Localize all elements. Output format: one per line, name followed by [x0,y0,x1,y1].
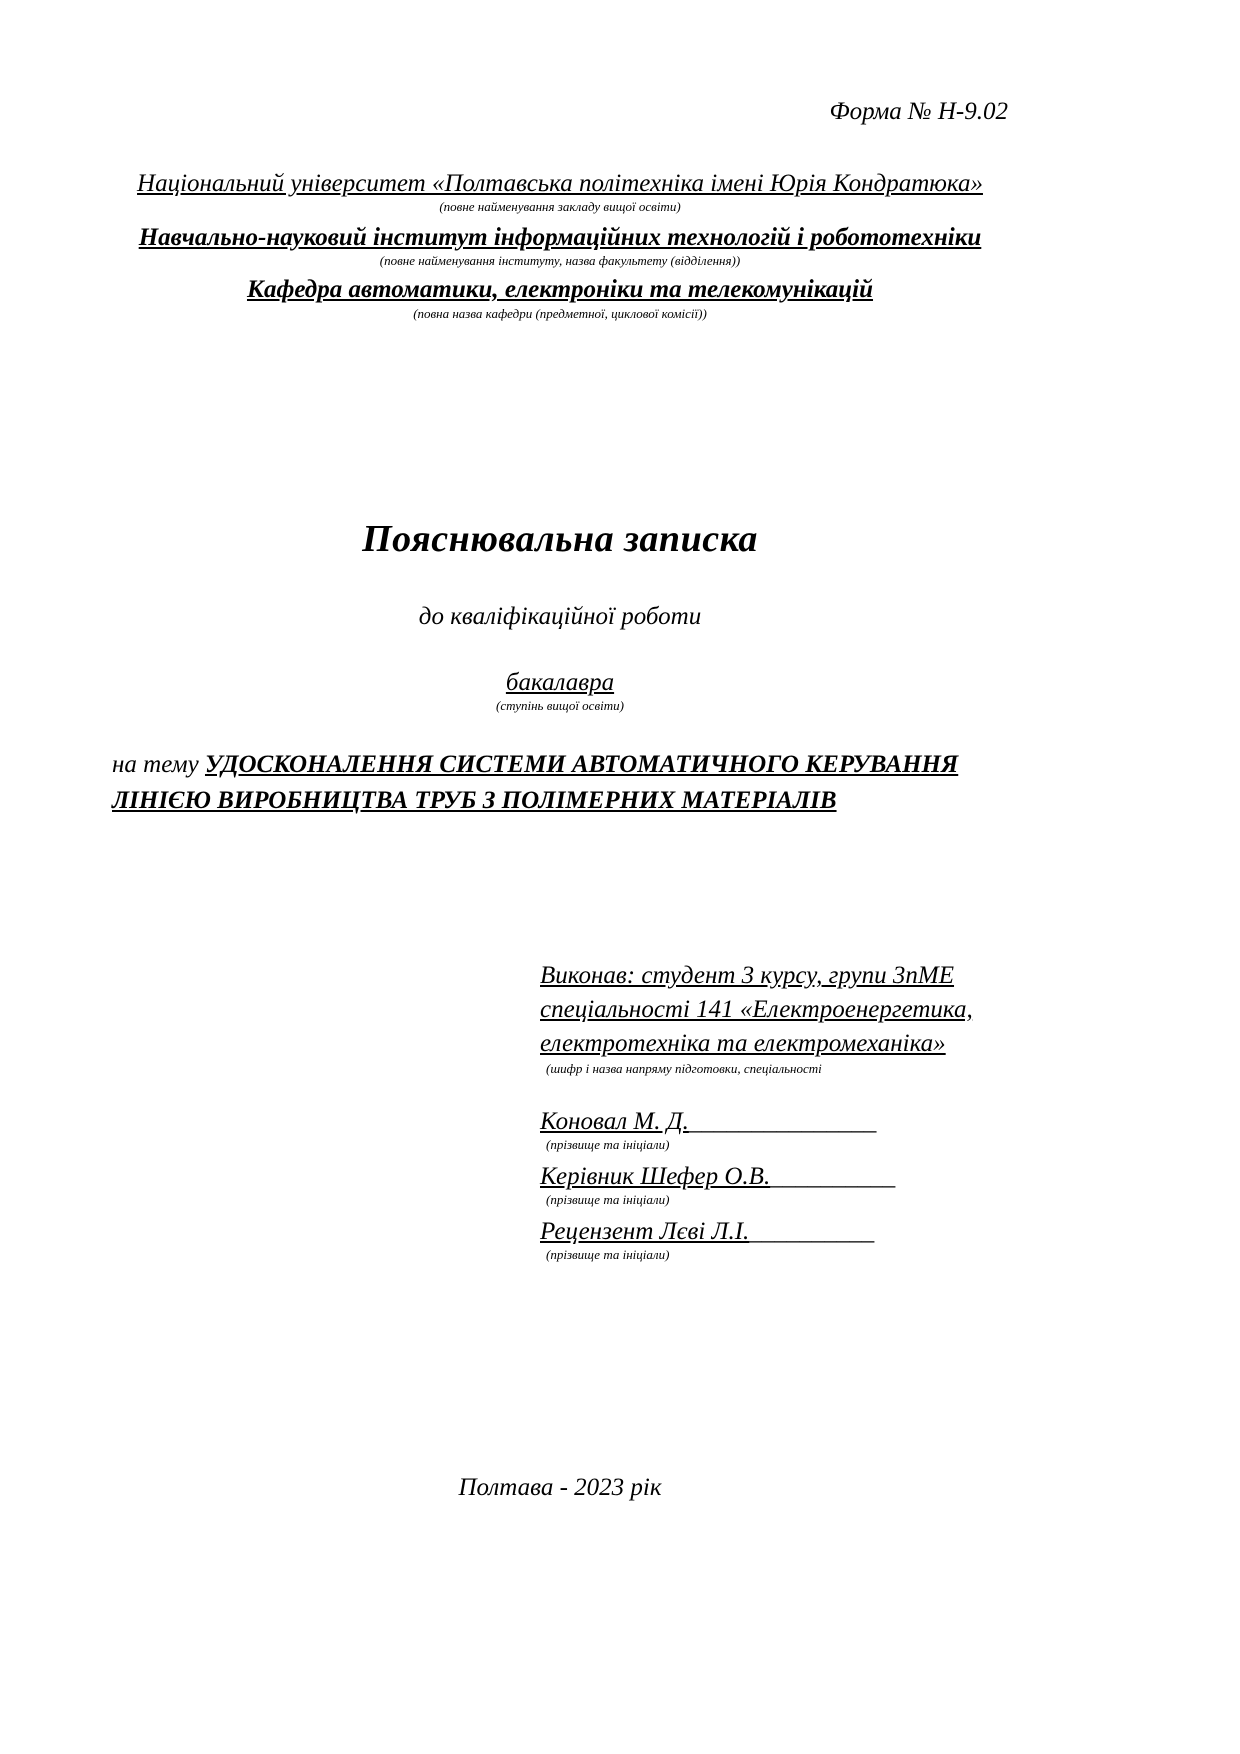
department-caption: (повна назва кафедри (предметної, циклової комісії)) [413,305,707,321]
performer-line-3: електротехніка та електромеханіка» [540,1029,946,1057]
institute-caption: (повне найменування інституту, назва факультету (відділення)) [379,253,741,269]
theme-paragraph [112,747,1008,820]
author-block [540,959,1008,1264]
university-name [112,168,1008,199]
degree-caption: (ступінь вищої освіти) [496,697,624,713]
degree-text: бакалавра [505,668,615,696]
reviewer-name: Рецензент Лєві Л.І. [540,1218,750,1246]
student-caption: (прізвище та ініціали) [546,1137,670,1153]
department-name-text: Кафедра автоматики, електроніки та телекомунікацій [246,276,874,304]
theme-title: УДОСКОНАЛЕННЯ СИСТЕМИ АВТОМАТИЧНОГО КЕРУВАННЯ ЛІНІЄЮ ВИРОБНИЦТВА ТРУБ З ПОЛІМЕРНИХ МАТЕРІАЛІВ [112,750,959,815]
form-number: Форма № Н-9.02 [829,98,1008,125]
supervisor-caption: (прізвище та ініціали) [546,1192,670,1208]
subtitle: до кваліфікаційної роботи [418,603,702,631]
institute-name-text: Навчально-науковий інститут інформаційних технологій і робототехніки [138,224,982,252]
university-name-text: Національний університет «Полтавська політехніка імені Юрія Кондратюка» [137,170,983,197]
degree [112,667,1008,698]
city-year: Полтава - 2023 рік [458,1474,662,1502]
performer-line-2: спеціальності 141 «Електроенергетика, [540,996,973,1024]
student-name: Коновал М. Д. [540,1108,689,1136]
institute-name [112,222,1008,253]
reviewer-signature-line: __________ [749,1218,875,1246]
main-title: Пояснювальна записка [362,518,758,561]
reviewer-caption: (прізвище та ініціали) [546,1247,670,1263]
performer-line-1: Виконав: студент 3 курсу, групи 3пМЕ [540,962,955,990]
student-signature-row [540,1107,1008,1137]
department-name [112,274,1008,305]
supervisor-name: Керівник Шефер О.В. [540,1163,771,1191]
reviewer-signature-row [540,1217,1008,1247]
university-caption: (повне найменування закладу вищої освіти) [439,199,681,215]
supervisor-signature-row [540,1162,1008,1192]
specialty-caption: (шифр і назва напряму підготовки, спеціальності [546,1060,822,1076]
supervisor-signature-line: __________ [770,1163,896,1191]
student-signature-line: _______________ [688,1108,877,1136]
theme-prefix: на тему [112,750,205,778]
